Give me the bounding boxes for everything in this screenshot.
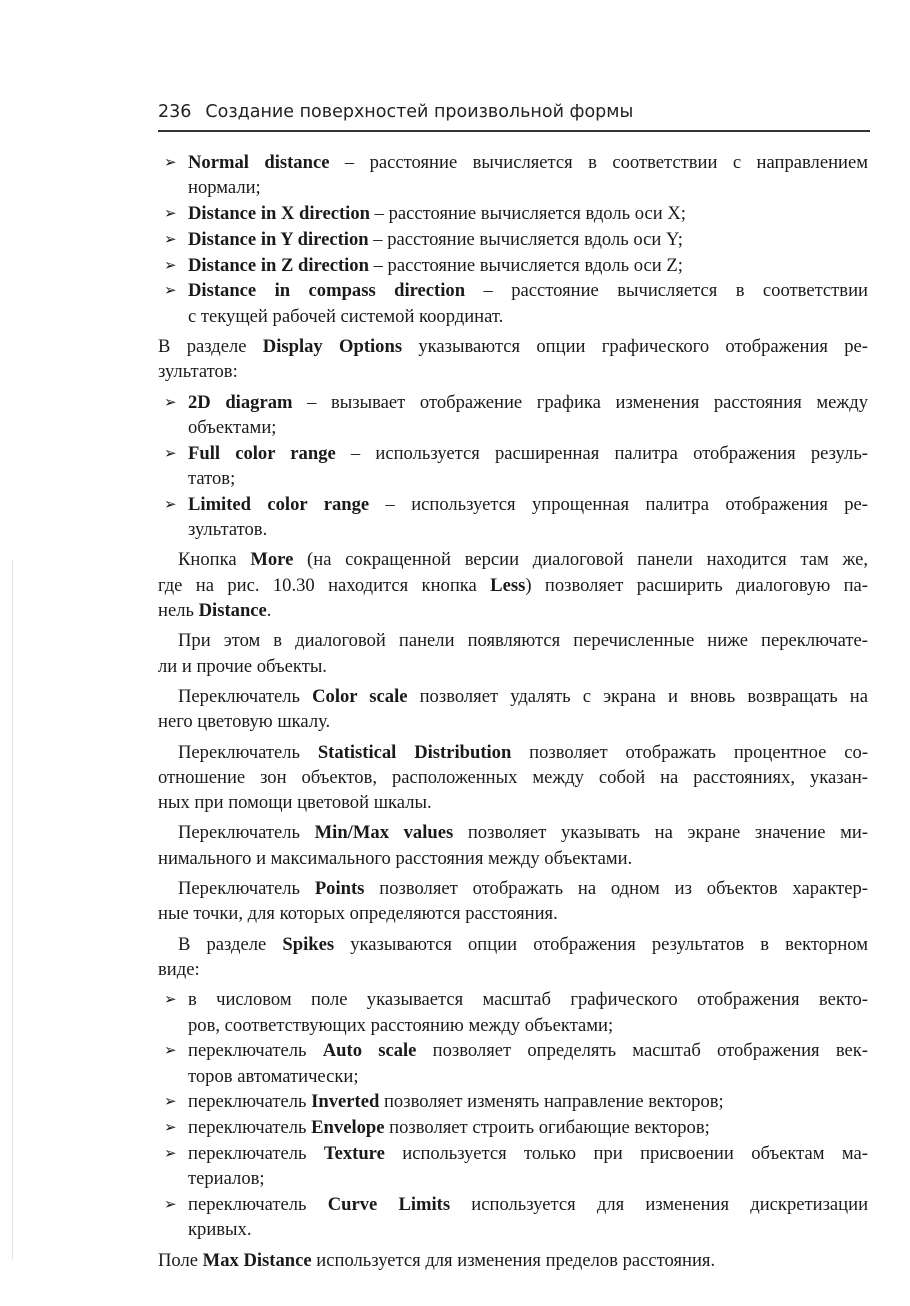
- text-line: [188, 227, 868, 252]
- bullet-list: [158, 390, 868, 543]
- text-line: [188, 1013, 868, 1038]
- bullet-arrow-icon: ➢: [164, 494, 177, 513]
- text-segment: нормали;: [188, 177, 261, 199]
- paragraph-text: [158, 334, 868, 385]
- text-segment: позволяет указывать на экране значение ми-: [453, 822, 869, 844]
- bold-term: Auto scale: [322, 1040, 417, 1062]
- bold-term: Min/Max values: [314, 822, 454, 844]
- text-line: [158, 573, 868, 598]
- text-segment: позволяет изменять направление векторов;: [379, 1091, 724, 1113]
- bold-term: Max Distance: [202, 1249, 312, 1271]
- text-segment: переключатель: [188, 1194, 328, 1216]
- text-segment: указываются опции отображения результатов в векторном: [334, 933, 868, 955]
- bold-term: Limited color range: [188, 493, 370, 515]
- text-segment: .: [266, 600, 272, 622]
- text-line: [188, 278, 868, 303]
- text-line: [158, 820, 868, 845]
- text-segment: – расстояние вычисляется в соответствии с направлением: [329, 152, 869, 173]
- text-segment: – используется расширенная палитра отображения резуль-: [335, 442, 868, 464]
- list-item: [158, 1115, 868, 1140]
- bullet-arrow-icon: ➢: [164, 153, 177, 171]
- text-segment: в числовом поле указывается масштаб графического отображения векто-: [188, 989, 868, 1011]
- paragraph: [158, 547, 868, 623]
- text-line: [158, 901, 868, 926]
- text-segment: позволяет строить огибающие векторов;: [384, 1117, 710, 1139]
- bold-term: Normal distance: [188, 152, 330, 173]
- paragraph: [158, 932, 868, 983]
- paragraph: [158, 740, 868, 816]
- list-item: [158, 390, 868, 441]
- text-segment: используется для изменения пределов расстояния.: [311, 1249, 716, 1271]
- text-segment: Переключатель: [178, 822, 315, 844]
- paragraph: [158, 876, 868, 927]
- text-segment: Переключатель: [178, 741, 318, 763]
- paragraph: [158, 820, 868, 871]
- text-segment: виде:: [158, 958, 200, 980]
- text-line: [158, 932, 868, 957]
- paragraph-text: [158, 1248, 868, 1273]
- text-segment: – вызывает отображение графика изменения расстояния между: [292, 391, 868, 413]
- text-segment: В разделе: [158, 336, 263, 358]
- text-segment: где на рис. 10.30 находится кнопка: [158, 574, 491, 596]
- text-segment: – расстояние вычисляется в соответствии: [465, 280, 868, 302]
- bullet-arrow-icon: ➢: [164, 1092, 177, 1111]
- paragraph: [158, 684, 868, 735]
- text-line: [158, 684, 868, 709]
- paragraph: [158, 1248, 868, 1273]
- bullet-arrow-icon: ➢: [164, 1118, 177, 1137]
- text-line: [188, 1217, 868, 1242]
- text-segment: – используется упрощенная палитра отображения ре-: [369, 493, 868, 515]
- text-line: [158, 709, 868, 734]
- paragraph: [158, 628, 868, 679]
- chapter-title: Создание поверхностей произвольной формы: [205, 102, 634, 122]
- bullet-arrow-icon: ➢: [164, 255, 177, 274]
- text-segment: – расстояние вычисляется вдоль оси Y;: [368, 228, 683, 250]
- text-segment: позволяет удалять с экрана и вновь возвращать на: [407, 685, 868, 707]
- bold-term: More: [250, 549, 294, 571]
- bold-term: Spikes: [282, 933, 335, 955]
- bold-term: Distance in compass direction: [188, 280, 466, 302]
- text-segment: позволяет отображать на одном из объектов характер-: [364, 878, 868, 900]
- text-line: [188, 517, 868, 542]
- text-segment: Переключатель: [178, 685, 313, 707]
- text-line: [188, 987, 868, 1012]
- text-segment: переключатель: [188, 1040, 323, 1062]
- bold-term: Display Options: [262, 336, 403, 358]
- text-segment: – расстояние вычисляется вдоль оси Z;: [368, 254, 683, 276]
- text-segment: с текущей рабочей системой координат.: [188, 305, 504, 327]
- text-line: [158, 846, 868, 871]
- list-item: [158, 492, 868, 543]
- bullet-arrow-icon: ➢: [164, 204, 177, 223]
- text-segment: Переключатель: [178, 878, 315, 900]
- text-line: [158, 628, 868, 653]
- text-line: [188, 1038, 868, 1063]
- text-segment: переключатель: [188, 1142, 324, 1164]
- list-item: [158, 253, 868, 278]
- text-segment: В разделе: [178, 933, 283, 955]
- text-line: [158, 359, 868, 384]
- bullet-arrow-icon: ➢: [164, 229, 177, 248]
- bold-term: Distance in Z direction: [188, 254, 369, 276]
- paragraph-text: [158, 820, 868, 871]
- bullet-arrow-icon: ➢: [164, 281, 177, 300]
- list-item: [158, 201, 868, 226]
- text-segment: позволяет отображать процентное со-: [511, 741, 869, 763]
- text-segment: ли и прочие объекты.: [158, 655, 327, 677]
- bold-term: Envelope: [311, 1117, 385, 1139]
- bold-term: Distance in Y direction: [188, 228, 369, 250]
- text-line: [188, 1064, 868, 1089]
- bold-term: Texture: [323, 1142, 385, 1164]
- text-line: [188, 415, 868, 440]
- page-number: 236: [158, 102, 192, 122]
- list-item: [158, 278, 868, 329]
- text-segment: татов;: [188, 468, 236, 490]
- bold-term: Inverted: [311, 1091, 380, 1113]
- bold-term: Statistical Distribution: [317, 741, 512, 763]
- text-segment: Поле: [158, 1249, 203, 1271]
- text-segment: ные точки, для которых определяются расстояния.: [158, 903, 558, 925]
- text-segment: него цветовую шкалу.: [158, 711, 331, 733]
- text-segment: переключатель: [188, 1117, 312, 1139]
- text-segment: указываются опции графического отображения ре-: [402, 336, 868, 358]
- paragraph-text: [158, 547, 868, 623]
- text-segment: зультатов:: [158, 361, 238, 383]
- bold-term: Distance: [198, 600, 267, 622]
- bold-term: Less: [490, 574, 526, 596]
- bold-term: Curve Limits: [327, 1194, 451, 1216]
- text-line: [188, 1115, 868, 1140]
- bullet-arrow-icon: ➢: [164, 1041, 177, 1060]
- text-line: [188, 1166, 868, 1191]
- bold-term: Full color range: [188, 442, 336, 464]
- list-item: [158, 441, 868, 492]
- text-segment: ров, соответствующих расстоянию между объектами;: [188, 1014, 614, 1036]
- text-segment: торов автоматически;: [188, 1065, 359, 1087]
- text-line: [188, 304, 868, 329]
- paragraph-text: [158, 932, 868, 983]
- text-segment: нель: [158, 600, 199, 622]
- text-line: [188, 1141, 868, 1166]
- text-line: [158, 876, 868, 901]
- text-segment: зультатов.: [188, 519, 268, 541]
- scan-edge-artifact: [12, 560, 13, 1260]
- text-segment: отношение зон объектов, расположенных между собой на расстояниях, указан-: [158, 766, 868, 788]
- text-segment: используется для изменения дискретизации: [450, 1194, 869, 1216]
- text-line: [158, 598, 868, 623]
- text-segment: переключатель: [188, 1091, 312, 1113]
- text-line: [188, 1089, 868, 1114]
- bold-term: 2D diagram: [188, 391, 293, 413]
- text-segment: (на сокращенной версии диалоговой панели находится там же,: [293, 549, 868, 571]
- list-item: [158, 1141, 868, 1192]
- bullet-list: [158, 150, 868, 329]
- text-segment: При этом в диалоговой панели появляются перечисленные ниже переключате-: [178, 630, 868, 652]
- text-line: [188, 1192, 868, 1217]
- bullet-list: [158, 987, 868, 1242]
- text-line: [158, 790, 868, 815]
- list-item: [158, 227, 868, 252]
- paragraph-text: [158, 684, 868, 735]
- list-item: [158, 1038, 868, 1089]
- text-line: [158, 547, 868, 572]
- text-line: [158, 1248, 868, 1273]
- text-segment: Кнопка: [178, 549, 251, 571]
- text-segment: используется только при присвоении объектам ма-: [384, 1142, 869, 1164]
- text-segment: нимального и максимального расстояния между объектами.: [158, 847, 633, 869]
- text-line: [158, 654, 868, 679]
- text-line: [188, 466, 868, 491]
- text-segment: кривых.: [188, 1219, 252, 1241]
- text-line: [188, 253, 868, 278]
- list-item: [158, 1089, 868, 1114]
- text-line: [188, 175, 868, 200]
- text-line: [158, 765, 868, 790]
- list-item: [158, 150, 868, 201]
- text-line: [158, 334, 868, 359]
- list-item: [158, 987, 868, 1038]
- paragraph-text: [158, 628, 868, 679]
- text-line: [188, 441, 868, 466]
- header-rule: [158, 130, 870, 132]
- bullet-arrow-icon: ➢: [164, 1143, 177, 1162]
- paragraph: [158, 334, 868, 385]
- text-segment: – расстояние вычисляется вдоль оси X;: [369, 203, 686, 225]
- text-segment: ных при помощи цветовой шкалы.: [158, 792, 432, 814]
- bullet-arrow-icon: ➢: [164, 990, 177, 1009]
- bullet-arrow-icon: ➢: [164, 1195, 177, 1214]
- text-segment: позволяет определять масштаб отображения век-: [416, 1040, 868, 1062]
- text-line: [188, 150, 868, 175]
- text-segment: объектами;: [188, 416, 277, 438]
- text-line: [158, 740, 868, 765]
- bold-term: Color scale: [312, 685, 408, 707]
- text-line: [188, 201, 868, 226]
- paragraph-text: [158, 740, 868, 816]
- text-line: [188, 492, 868, 517]
- page-body: [158, 150, 868, 1278]
- text-segment: ) позволяет расширить диалоговую па-: [525, 574, 868, 596]
- paragraph-text: [158, 876, 868, 927]
- text-line: [188, 390, 868, 415]
- bold-term: Distance in X direction: [188, 203, 370, 225]
- list-item: [158, 1192, 868, 1243]
- text-line: [158, 957, 868, 982]
- bold-term: Points: [314, 878, 365, 900]
- running-header: [158, 102, 868, 122]
- bullet-arrow-icon: ➢: [164, 443, 177, 462]
- text-segment: териалов;: [188, 1168, 265, 1190]
- bullet-arrow-icon: ➢: [164, 392, 177, 411]
